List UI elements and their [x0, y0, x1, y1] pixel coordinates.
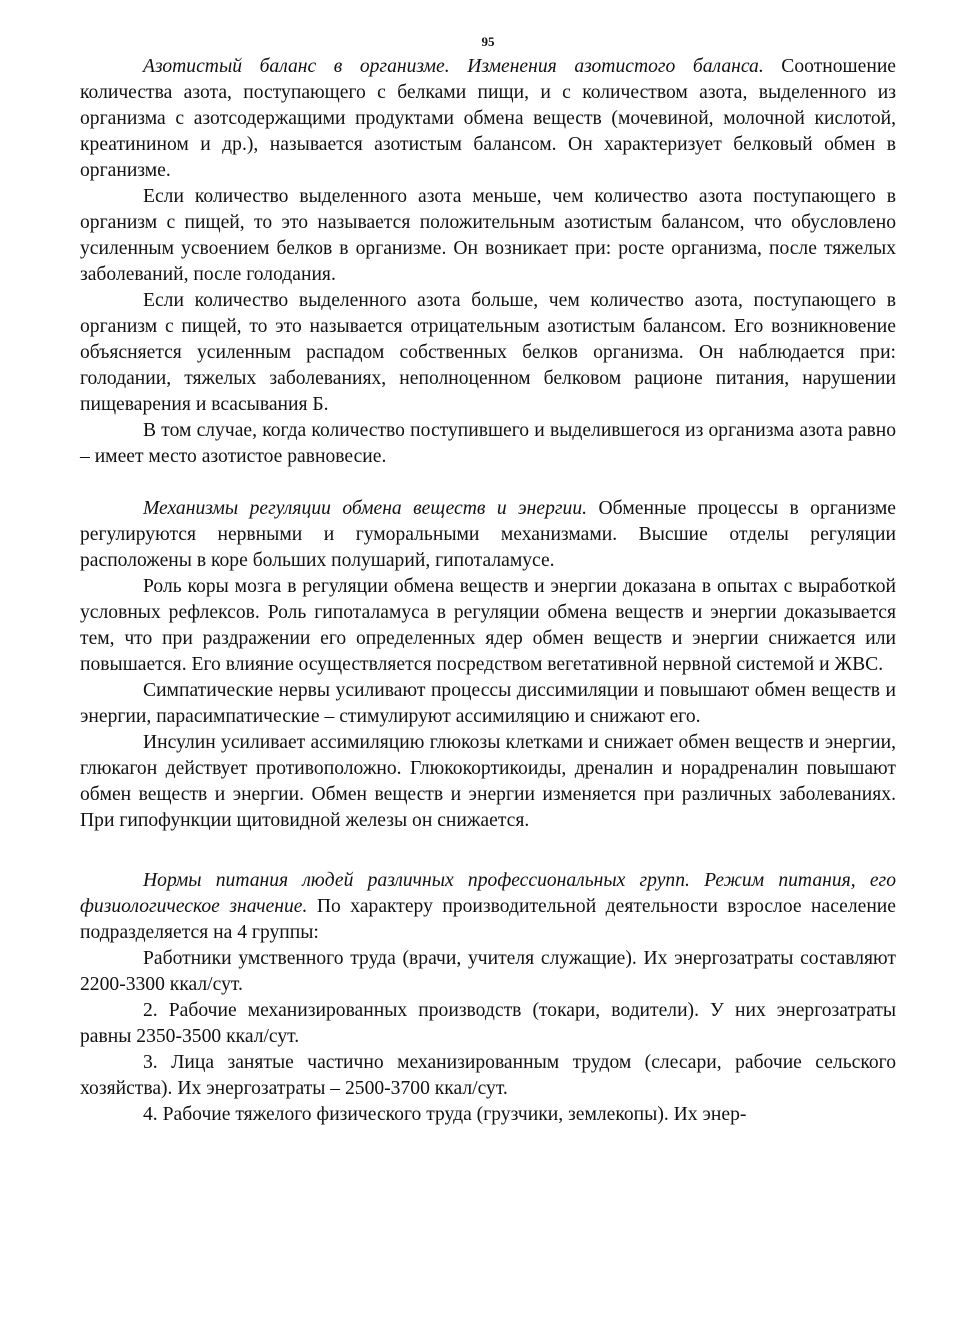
paragraph: Если количество выделенного азота меньше, чем количество азота поступающего в организм с пищей, то это называется положительным азотистым балансом, что обусловлено усиленным усвоением белков в организме. Он возникает при: росте организма, после тяжелых заболеваний, после голодания. [80, 186, 896, 285]
paragraph-text: По характеру производительной деятельности взрослое население подразделяется на 4 группы: [80, 896, 896, 943]
paragraph: Если количество выделенного азота больше, чем количество азота, поступающего в организм с пищей, то это называется отрицательным азотистым балансом. Его возникновение объясняется усиленным распадом собственных белков организма. Он наблюдается при: голодании, тяжелых заболеваниях, неполноценном белковом рационе питания, нарушении пищеварения и всасывания Б. [80, 290, 896, 415]
section-heading-metabolism-regulation: Механизмы регуляции обмена веществ и энергии. [143, 498, 588, 519]
paragraph [80, 54, 896, 184]
paragraph: Роль коры мозга в регуляции обмена веществ и энергии доказана в опытах с выработкой условных рефлексов. Роль гипоталамуса в регуляции обмена веществ и энергии доказывается тем, что при раздражении его определенных ядер обмен веществ и энергии снижается или повышается. Его влияние осуществляется посредством вегетативной нервной системой и ЖВС. [80, 576, 896, 675]
section-spacer [80, 834, 896, 868]
section-spacer [80, 470, 896, 496]
paragraph-text: Соотношение количества азота, поступающего с белками пищи, и с количеством азота, выделенного из организма с азотсодержащими продуктами обмена веществ (мочевиной, молочной кислотой, креатинином и др.), называется азотистым балансом. Он характеризует белковый обмен в организме. [80, 56, 896, 181]
document-page [80, 34, 896, 1128]
paragraph: Инсулин усиливает ассимиляцию глюкозы клетками и снижает обмен веществ и энергии, глюкагон действует противоположно. Глюкокортикоиды, дреналин и норадреналин повышают обмен веществ и энергии. Обмен веществ и энергии изменяется при различных заболеваниях. При гипофункции щитовидной железы он снижается. [80, 732, 896, 831]
paragraph: 3. Лица занятые частично механизированным трудом (слесари, рабочие сельского хозяйства). Их энергозатраты – 2500-3700 ккал/сут. [80, 1052, 896, 1099]
paragraph: 2. Рабочие механизированных производств (токари, водители). У них энергозатраты равны 2350-3500 ккал/сут. [80, 1000, 896, 1047]
paragraph [80, 868, 896, 946]
paragraph: В том случае, когда количество поступившего и выделившегося из организма азота равно – имеет место азотистое равновесие. [80, 420, 896, 467]
paragraph: Симпатические нервы усиливают процессы диссимиляции и повышают обмен веществ и энергии, парасимпатические – стимулируют ассимиляцию и снижают его. [80, 680, 896, 727]
section-heading-nutrition-norms: Нормы питания людей различных профессиональных групп. Режим питания, его физиологическое значение. [80, 870, 896, 917]
section-heading-nitrogen-balance: Азотистый баланс в организме. Изменения азотистого баланса. [143, 56, 764, 77]
paragraph-text: Обменные процессы в организме регулируются нервными и гуморальными механизмами. Высшие отделы регуляции расположены в коре больших полушарий, гипоталамусе. [80, 498, 896, 571]
page-number: 95 [481, 34, 495, 49]
paragraph: 4. Рабочие тяжелого физического труда (грузчики, землекопы). Их энер- [143, 1104, 747, 1125]
paragraph [80, 496, 896, 574]
paragraph: Работники умственного труда (врачи, учителя служащие). Их энергозатраты составляют 2200-3300 ккал/сут. [80, 948, 896, 995]
